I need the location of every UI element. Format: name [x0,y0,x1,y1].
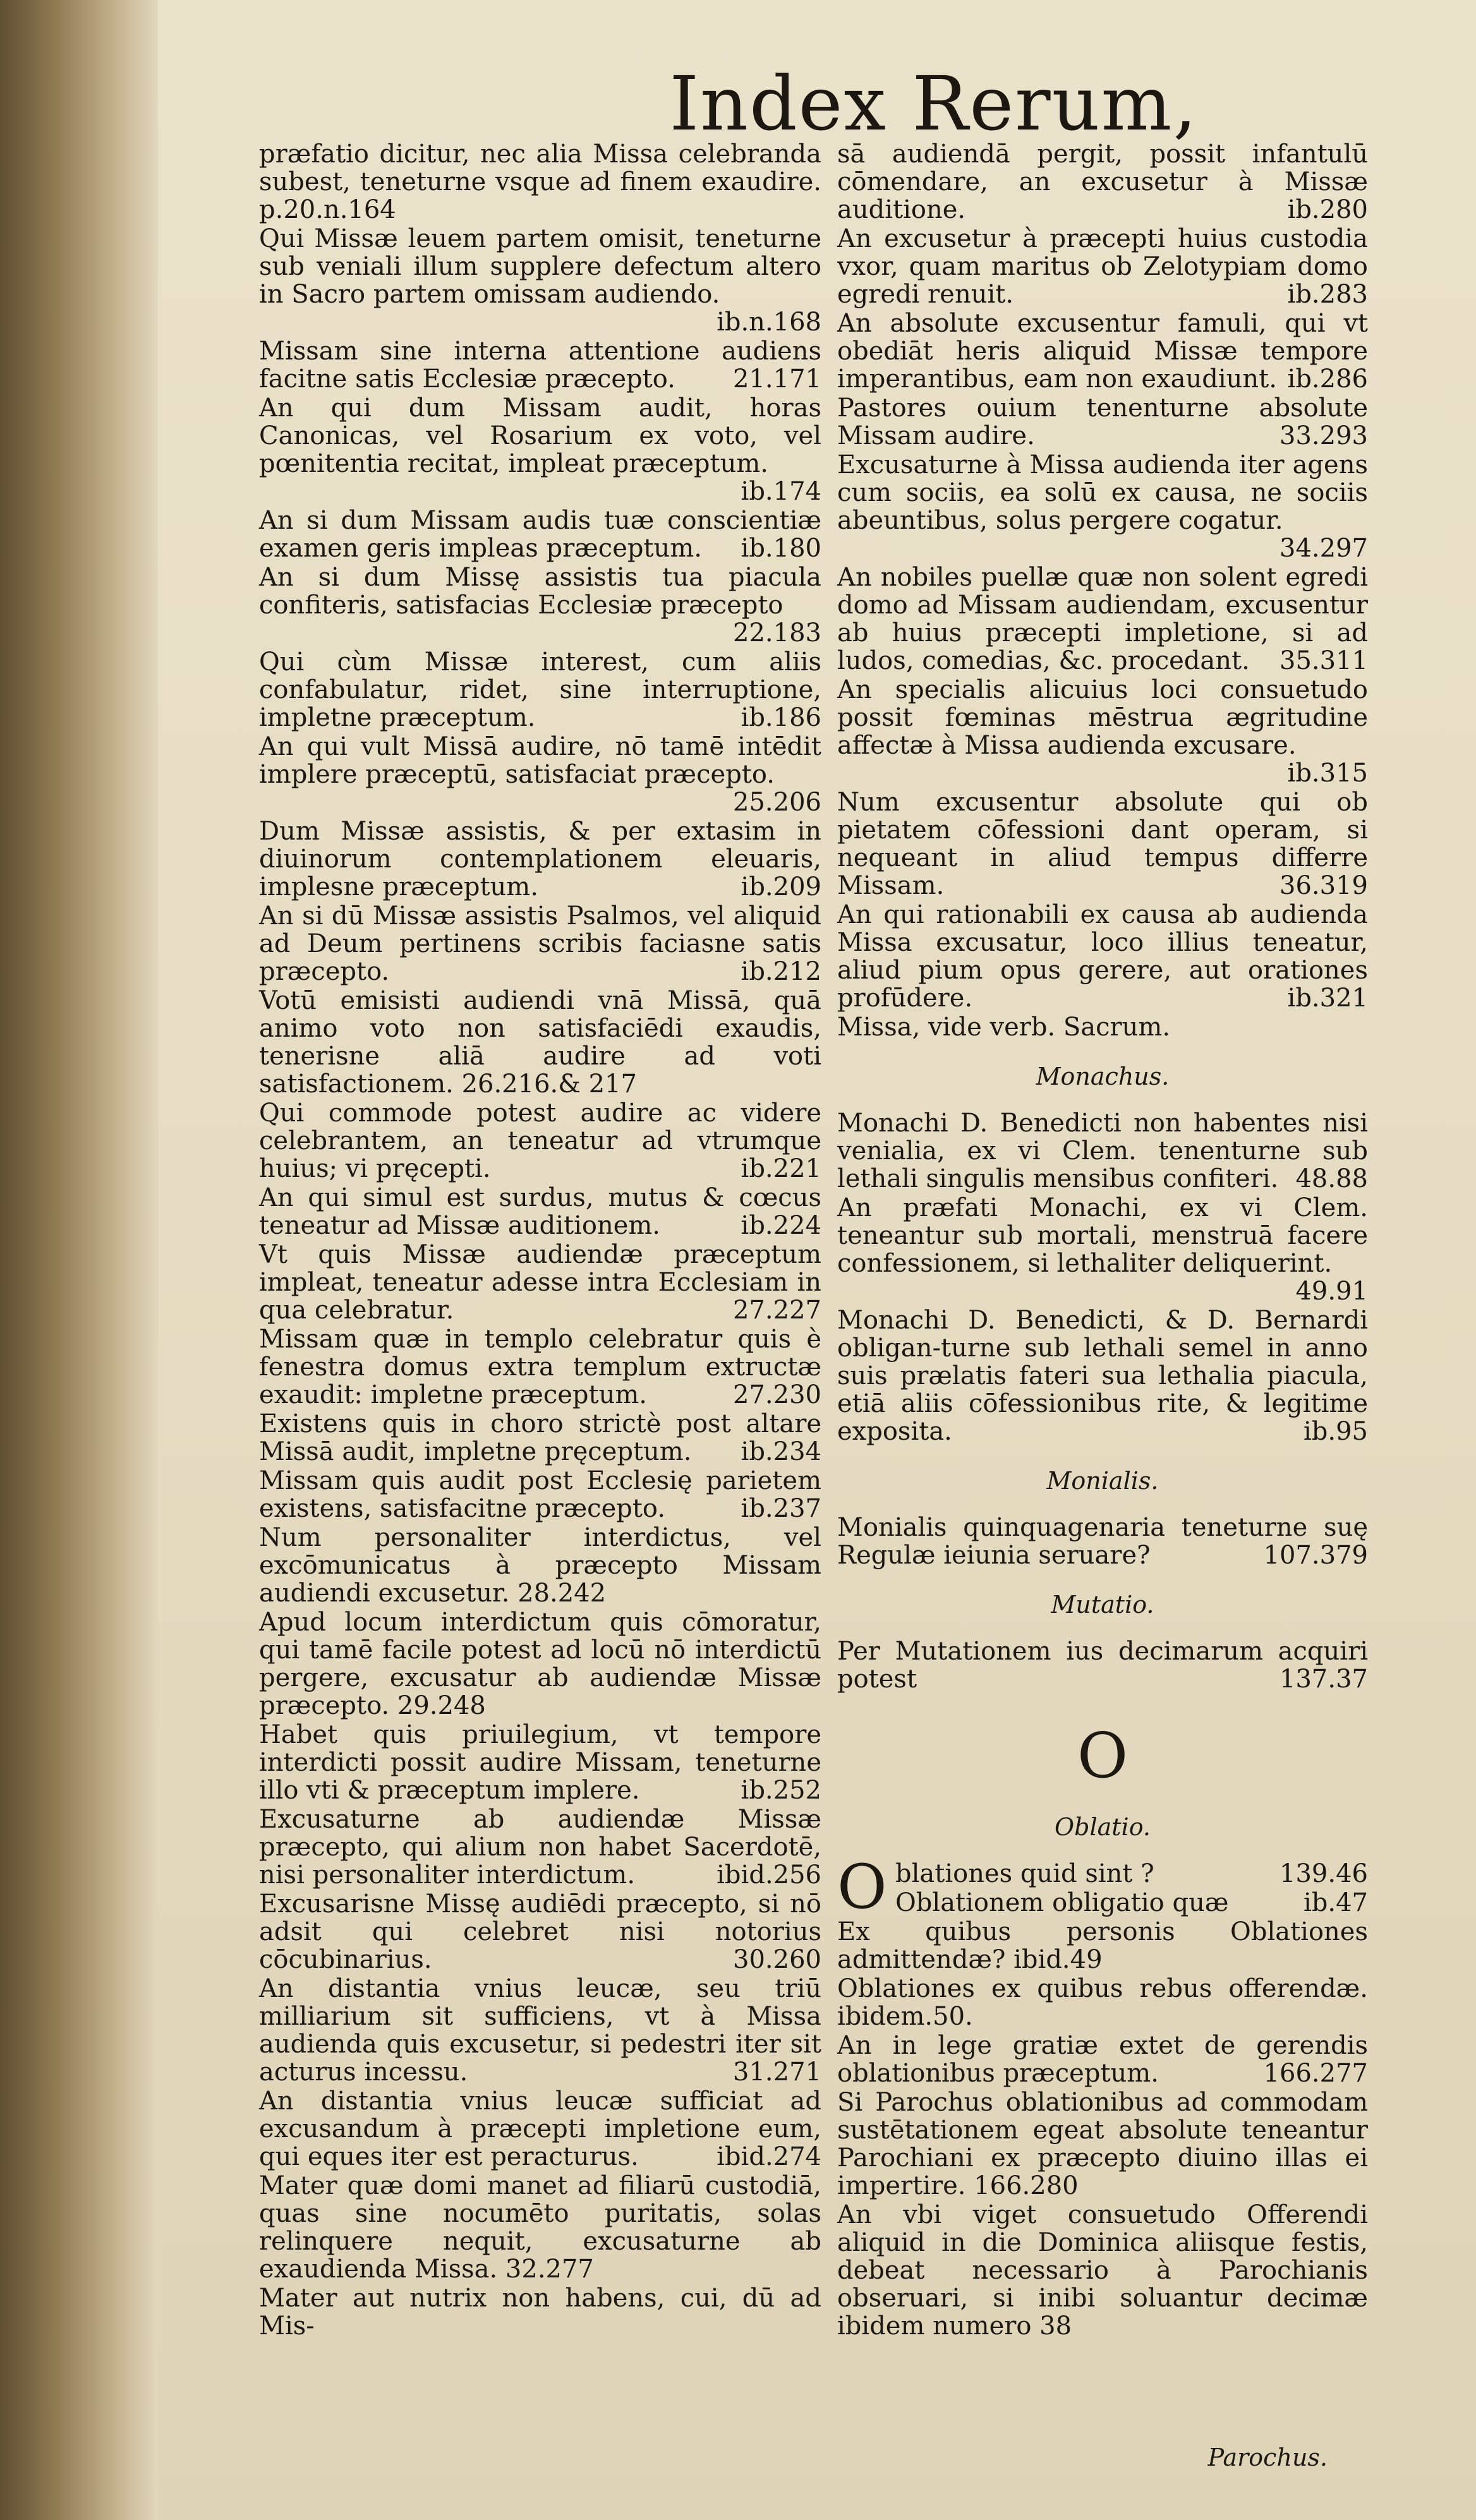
entry-reference: 48.88 [1295,1164,1368,1193]
entry-reference: ib.224 [741,1211,821,1240]
index-entry [837,788,1368,900]
index-entry [259,507,821,562]
entry-text: Monachi D. Benedicti non habentes nisi venialia, ex vi Clem. tenenturne sub lethali singulis mensibus confiteri. [837,1109,1368,1193]
entry-text: Mater quæ domi manet ad filiarū custodiā, quas sine nocumēto puritatis, solas relinquere nequit, excusaturne ab exaudienda Missa. 32.277 [259,2171,821,2284]
entry-text: An qui rationabili ex causa ab audienda Missa excusatur, loco illius teneatur, aliud pium opus gerere, aut orationes profūdere. [837,900,1368,1013]
entry-text: Monachi D. Benedicti, & D. Bernardi obligan-turne sub lethali semel in anno suis prælatis fateri sua lethalia piacula, etiā aliis cōfessionibus rite, & legitime exposita. [837,1306,1368,1446]
entry-reference: ib.252 [741,1776,821,1805]
entry-text: Ex quibus personis Oblationes admittendæ? ibid.49 [837,1917,1368,1974]
index-entry [259,337,821,393]
index-entry [837,2089,1368,2200]
index-entry [837,2201,1368,2340]
entry-reference: ib.212 [741,957,821,986]
entry-reference: 31.271 [733,2058,821,2087]
entry-reference: 166.277 [1263,2059,1368,2088]
entry-text: An nobiles puellæ quæ non solent egredi domo ad Missam audiendam, excusentur ab huius præcepti impletione, si ad ludos, comedias, &c. procedant. [837,563,1368,675]
index-entry [259,1721,821,1804]
index-entry [259,140,821,224]
index-entry [259,564,821,647]
index-entry [837,1514,1368,1569]
index-entry [837,394,1368,450]
oblatio-entries [837,1918,1368,2340]
entry-reference: ib.321 [1287,984,1368,1013]
entry-text: An specialis alicuius loci consuetudo possit fœminas mēstrua ægritudine affectæ à Missa audienda excusare. [837,675,1368,760]
section-heading-oblatio: Oblatio. [1055,1813,1151,1841]
entry-text: An præfati Monachi, ex vi Clem. teneantur sub mortali, menstruā facere confessionem, si lethaliter deliquerint. [837,1193,1368,1278]
entry-text: Missam quis audit post Ecclesię parietem existens, satisfacitne præcepto. [259,1466,821,1523]
index-entry [837,2032,1368,2087]
index-entry [837,1975,1368,2030]
index-entry [837,225,1368,308]
right-column [837,140,1368,2341]
index-entry [259,1890,821,1974]
entry-text: Si Parochus oblationibus ad commodam sustētationem egeat absolute teneantur Parochiani ex præcepto diuino illas ei impertire. 166.280 [837,2088,1368,2200]
index-entry [837,140,1368,224]
index-entry [837,1306,1368,1445]
entry-text: An si dū Missæ assistis Psalmos, vel aliquid ad Deum pertinens scribis faciasne satis præcepto. [259,901,821,986]
monialis-entries [837,1514,1368,1569]
index-entry [259,1975,821,2086]
index-entry [837,564,1368,675]
entry-text: Oblationes ex quibus rebus offerendæ. ibidem.50. [837,1974,1368,2031]
entry-reference: ib.95 [1303,1417,1368,1446]
entry-reference: ib.280 [1287,195,1368,224]
index-entry [259,1325,821,1409]
entry-reference: ib.47 [1303,1888,1368,1917]
entry-reference: ib.174 [741,477,821,506]
index-entry [259,817,821,901]
entry-text: Num personaliter interdictus, vel excōmunicatus à præcepto Missam audiendi excusetur. 28.242 [259,1523,821,1608]
entry-text: Excusaturne à Missa audienda iter agens cum sociis, ea solū ex causa, ne sociis abeuntibus, solus pergere cogatur. [837,450,1368,535]
entry-reference: 107.379 [1263,1541,1368,1570]
entry-reference: 27.227 [733,1296,821,1325]
index-entry [895,1860,1368,1888]
index-entry [837,1637,1368,1693]
entry-reference: 36.319 [1279,871,1368,900]
index-entry [259,1608,821,1720]
entry-text: An qui dum Missam audit, horas Canonicas, vel Rosarium ex voto, vel pœnitentia recitat, impleat præceptum. [259,394,821,478]
entry-text: Excusarisne Missę audiēdi præcepto, si nō adsit qui celebret nisi notorius cōcubinarius. [259,1890,821,1974]
section-heading-mutatio: Mutatio. [1051,1591,1154,1619]
entry-text: Qui commode potest audire ac videre celebrantem, an teneatur ad vtrumque huius; vi pręcepti. [259,1099,821,1183]
entry-reference: 35.311 [1279,646,1368,675]
entry-reference: 49.91 [1295,1277,1368,1306]
entry-reference: ib.209 [741,872,821,901]
index-entry [895,1889,1368,1917]
entry-text: sā audiendā pergit, possit infantulū cōmendare, an excusetur à Missæ auditione. [837,140,1368,224]
index-entry [259,2172,821,2283]
oblatio-first-entries [837,1852,1368,1922]
left-column [259,140,821,2341]
section-letter: O [1077,1720,1128,1792]
entry-text: An si dum Missę assistis tua piacula confiteris, satisfacias Ecclesiæ præcepto [259,563,821,620]
index-entry [259,1099,821,1183]
entry-reference: ib.234 [741,1437,821,1466]
page-title: Index Rerum, [669,60,1198,147]
index-entry [259,1241,821,1324]
entry-reference: ib.286 [1287,365,1368,394]
entry-text: Monialis quinquagenaria teneturne suę Regulæ ieiunia seruare? [837,1513,1368,1570]
section-heading-monialis: Monialis. [1046,1467,1159,1495]
entry-reference: 21.171 [733,365,821,394]
entry-reference: ib.283 [1287,280,1368,309]
entry-text: An vbi viget consuetudo Offerendi aliquid in die Dominica aliisque festis, debeat necessario à Parochianis obseruari, si inibi soluantur decimæ ibidem numero 38 [837,2200,1368,2341]
index-entry [259,1806,821,1889]
index-entry [837,1194,1368,1305]
index-entry [837,1109,1368,1193]
index-entry [837,1013,1368,1041]
index-entry [259,1410,821,1466]
entry-text: An distantia vnius leucæ sufficiat ad excusandum à præcepti impletione eum, qui eques iter est peracturus. [259,2087,821,2171]
oblatio-first-lines [895,1860,1368,1917]
entry-text: Per Mutationem ius decimarum acquiri potest [837,1637,1368,1694]
entry-text: Apud locum interdictum quis cōmoratur, qui tamē facile potest ad locū nō interdictū pergere, excusatur ab audiendæ Missæ præcepto. 29.248 [259,1608,821,1720]
entry-reference: 137.37 [1279,1665,1368,1694]
entry-text: præfatio dicitur, nec alia Missa celebranda subest, teneturne vsque ad finem exaudire. p.20.n.164 [259,140,821,224]
entry-text: Missa, vide verb. Sacrum. [837,1013,1171,1042]
page-gutter [0,0,158,2520]
index-entry [837,1918,1368,1974]
index-entry [259,902,821,986]
entry-reference: 139.46 [1279,1859,1368,1888]
index-entry [259,394,821,505]
entry-text: Votū emisisti audiendi vnā Missā, quā animo voto non satisfaciēdi exaudis, tenerisne aliā audire ad voti satisfactionem. 26.216.& 217 [259,986,821,1099]
entry-reference: ib.237 [741,1494,821,1523]
entry-reference: 25.206 [733,788,821,817]
index-entry [259,225,821,336]
entry-text: An si dum Missam audis tuæ conscientiæ examen geris impleas præceptum. [259,506,821,563]
index-entry [837,901,1368,1012]
entry-reference: 34.297 [1279,534,1368,563]
entry-reference: 30.260 [733,1945,821,1974]
entry-reference: ib.186 [741,703,821,732]
entry-text: Qui Missæ leuem partem omisit, teneturne sub veniali illum supplere defectum altero in Sacro partem omissam audiendo. [259,224,821,309]
monachus-entries [837,1109,1368,1445]
index-entry [259,1184,821,1239]
entry-text: Habet quis priuilegium, vt tempore interdicti possit audire Missam, teneturne illo vti & præceptum implere. [259,1720,821,1805]
entry-text: An absolute excusentur famuli, qui vt obediāt heris aliquid Missæ tempore imperantibus, eam non exaudiunt. [837,309,1368,394]
index-entry [837,451,1368,562]
entry-reference: 27.230 [733,1380,821,1409]
entry-reference: ib.n.168 [717,308,821,337]
entry-reference: ibid.256 [717,1860,821,1890]
entry-text: Mater aut nutrix non habens, cui, dū ad Mis- [259,2284,821,2341]
entry-text: Oblationem obligatio quæ [895,1888,1229,1917]
mutatio-entries [837,1637,1368,1693]
entry-text: Num excusentur absolute qui ob pietatem cōfessioni dant operam, si nequeant in aliud tempus differre Missam. [837,788,1368,900]
entry-reference: ib.180 [741,534,821,563]
drop-cap-letter: O [837,1852,887,1922]
index-entry [259,733,821,816]
entry-reference: 33.293 [1279,421,1368,450]
entry-text: An excusetur à præcepti huius custodia vxor, quam maritus ob Zelotypiam domo egredi renuit. [837,224,1368,309]
entry-text: An distantia vnius leucæ, seu triū milliarium sit sufficiens, vt à Missa audienda quis excusetur, si pedestri iter sit acturus incessu. [259,1974,821,2087]
entry-text: Missam quæ in templo celebratur quis è fenestra domus extra templum extructæ exaudit: impletne præceptum. [259,1325,821,1409]
index-entry [837,676,1368,787]
entry-reference: ibid.274 [717,2142,821,2171]
entry-text: blationes quid sint ? [895,1859,1154,1888]
index-entry [259,2087,821,2171]
index-entry [837,310,1368,393]
entry-text: Vt quis Missæ audiendæ præceptum impleat, teneatur adesse intra Ecclesiam in qua celebratur. [259,1240,821,1325]
entry-reference: 22.183 [733,618,821,648]
entry-text: Existens quis in choro strictè post altare Missā audit, impletne pręceptum. [259,1409,821,1466]
entry-reference: ib.221 [741,1154,821,1183]
index-entry [259,1524,821,1607]
index-entry [259,987,821,1098]
missa-entries [837,140,1368,1041]
index-entry [259,2284,821,2340]
catchword: Parochus. [1207,2444,1328,2471]
section-heading-monachus: Monachus. [1036,1063,1170,1090]
entry-text: Missam sine interna attentione audiens facitne satis Ecclesiæ præcepto. [259,337,821,394]
entry-text: Excusaturne ab audiendæ Missæ præcepto, qui alium non habet Sacerdotē, nisi personaliter interdictum. [259,1805,821,1890]
entry-text: An qui simul est surdus, mutus & cœcus teneatur ad Missæ auditionem. [259,1183,821,1240]
entry-text: An qui vult Missā audire, nō tamē intēdit implere præceptū, satisfaciat præcepto. [259,732,821,789]
index-entry [259,1467,821,1522]
entry-reference: ib.315 [1287,759,1368,788]
entry-text: Qui cùm Missæ interest, cum aliis confabulatur, ridet, sine interruptione, impletne præceptum. [259,648,821,732]
entry-text: Pastores ouium tenenturne absolute Missam audire. [837,394,1368,450]
entry-text: An in lege gratiæ extet de gerendis oblationibus præceptum. [837,2031,1368,2088]
index-entry [259,648,821,732]
entry-text: Dum Missæ assistis, & per extasim in diuinorum contemplationem eleuaris, implesne præceptum. [259,817,821,901]
